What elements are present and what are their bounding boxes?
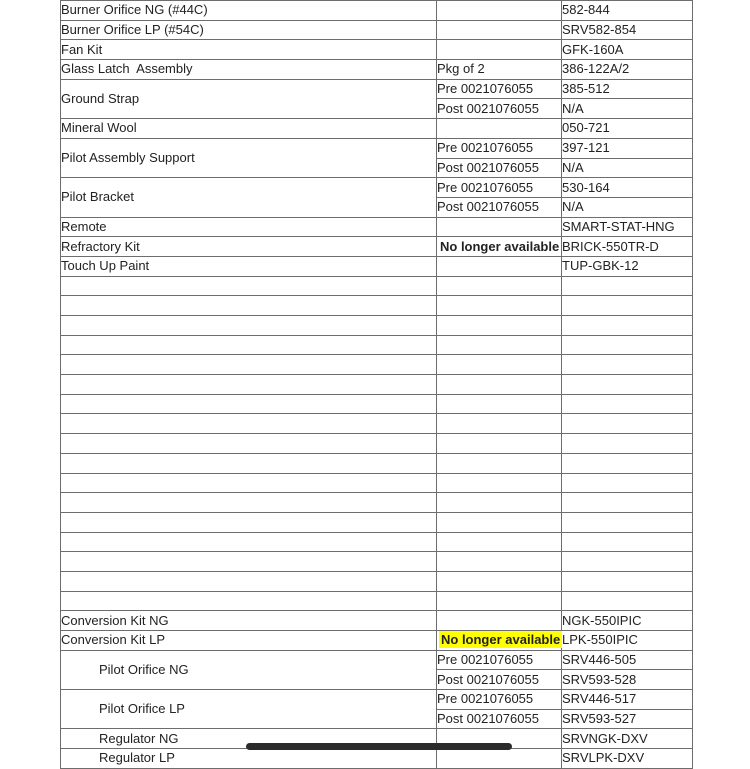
empty-row [61,552,693,572]
part-number: SRVNGK-DXV [562,729,693,749]
part-note: Pre 0021076055 [437,79,562,99]
part-name: Pilot Orifice NG [61,650,437,689]
empty-row [61,276,693,296]
part-name: Mineral Wool [61,119,437,139]
table-row [61,60,693,80]
part-number: SRV593-528 [562,670,693,690]
table-row [61,237,693,257]
part-note [437,119,562,139]
empty-row [61,512,693,532]
table-row [61,79,693,99]
table-row [61,256,693,276]
table-row [61,217,693,237]
part-name: Regulator NG [61,729,437,749]
part-note [437,611,562,631]
table-row [61,749,693,769]
table-row [61,119,693,139]
empty-row [61,414,693,434]
part-note: Pre 0021076055 [437,178,562,198]
home-indicator[interactable] [246,743,512,750]
part-note [437,749,562,769]
part-note [437,40,562,60]
part-number: N/A [562,158,693,178]
part-note: Post 0021076055 [437,99,562,119]
part-note [437,20,562,40]
part-number: NGK-550IPIC [562,611,693,631]
part-name: Remote [61,217,437,237]
part-number: 386-122A/2 [562,60,693,80]
part-number: TUP-GBK-12 [562,256,693,276]
part-note [437,217,562,237]
empty-row [61,591,693,611]
part-note: Pre 0021076055 [437,138,562,158]
part-note: Pkg of 2 [437,60,562,80]
availability-highlight: No longer available [441,632,561,648]
part-name: Pilot Bracket [61,178,437,217]
part-name: Pilot Orifice LP [61,690,437,729]
table-row [61,631,693,651]
part-number: LPK-550IPIC [562,631,693,651]
empty-row [61,394,693,414]
table-row [61,40,693,60]
empty-row [61,473,693,493]
part-number: 582-844 [562,1,693,21]
part-number: SRV446-517 [562,690,693,710]
part-note [437,256,562,276]
part-note [437,1,562,21]
part-name: Pilot Assembly Support [61,138,437,177]
empty-row [61,434,693,454]
empty-row [61,453,693,473]
part-number: GFK-160A [562,40,693,60]
part-number: SRVLPK-DXV [562,749,693,769]
empty-row [61,571,693,591]
empty-row [61,316,693,336]
parts-table-wrapper [60,0,692,769]
empty-row [61,355,693,375]
part-name: Conversion Kit NG [61,611,437,631]
part-note: Pre 0021076055 [437,690,562,710]
part-number: SRV582-854 [562,20,693,40]
part-name: Ground Strap [61,79,437,118]
part-name: Burner Orifice LP (#54C) [61,20,437,40]
table-row [61,690,693,710]
part-note: Post 0021076055 [437,158,562,178]
part-name: Fan Kit [61,40,437,60]
part-name: Burner Orifice NG (#44C) [61,1,437,21]
part-note: Pre 0021076055 [437,650,562,670]
part-note: Post 0021076055 [437,670,562,690]
table-row [61,20,693,40]
part-number: 530-164 [562,178,693,198]
part-name: Conversion Kit LP [61,631,437,651]
part-name: Glass Latch Assembly [61,60,437,80]
availability-note-cell [437,631,562,651]
part-number: BRICK-550TR-D [562,237,693,257]
part-number: SRV446-505 [562,650,693,670]
part-note: Post 0021076055 [437,197,562,217]
table-row [61,138,693,158]
empty-row [61,335,693,355]
part-number: N/A [562,99,693,119]
part-name: Touch Up Paint [61,256,437,276]
part-number: N/A [562,197,693,217]
part-name: Refractory Kit [61,237,437,257]
part-number: 385-512 [562,79,693,99]
availability-note: No longer available [437,237,562,257]
part-number: 397-121 [562,138,693,158]
parts-table [60,0,693,769]
empty-row [61,493,693,513]
table-row [61,178,693,198]
empty-row [61,296,693,316]
table-row [61,1,693,21]
part-name: Regulator LP [61,749,437,769]
empty-row [61,375,693,395]
table-row [61,650,693,670]
part-number: 050-721 [562,119,693,139]
part-number: SMART-STAT-HNG [562,217,693,237]
table-row [61,611,693,631]
part-number: SRV593-527 [562,709,693,729]
part-note: Post 0021076055 [437,709,562,729]
empty-row [61,532,693,552]
